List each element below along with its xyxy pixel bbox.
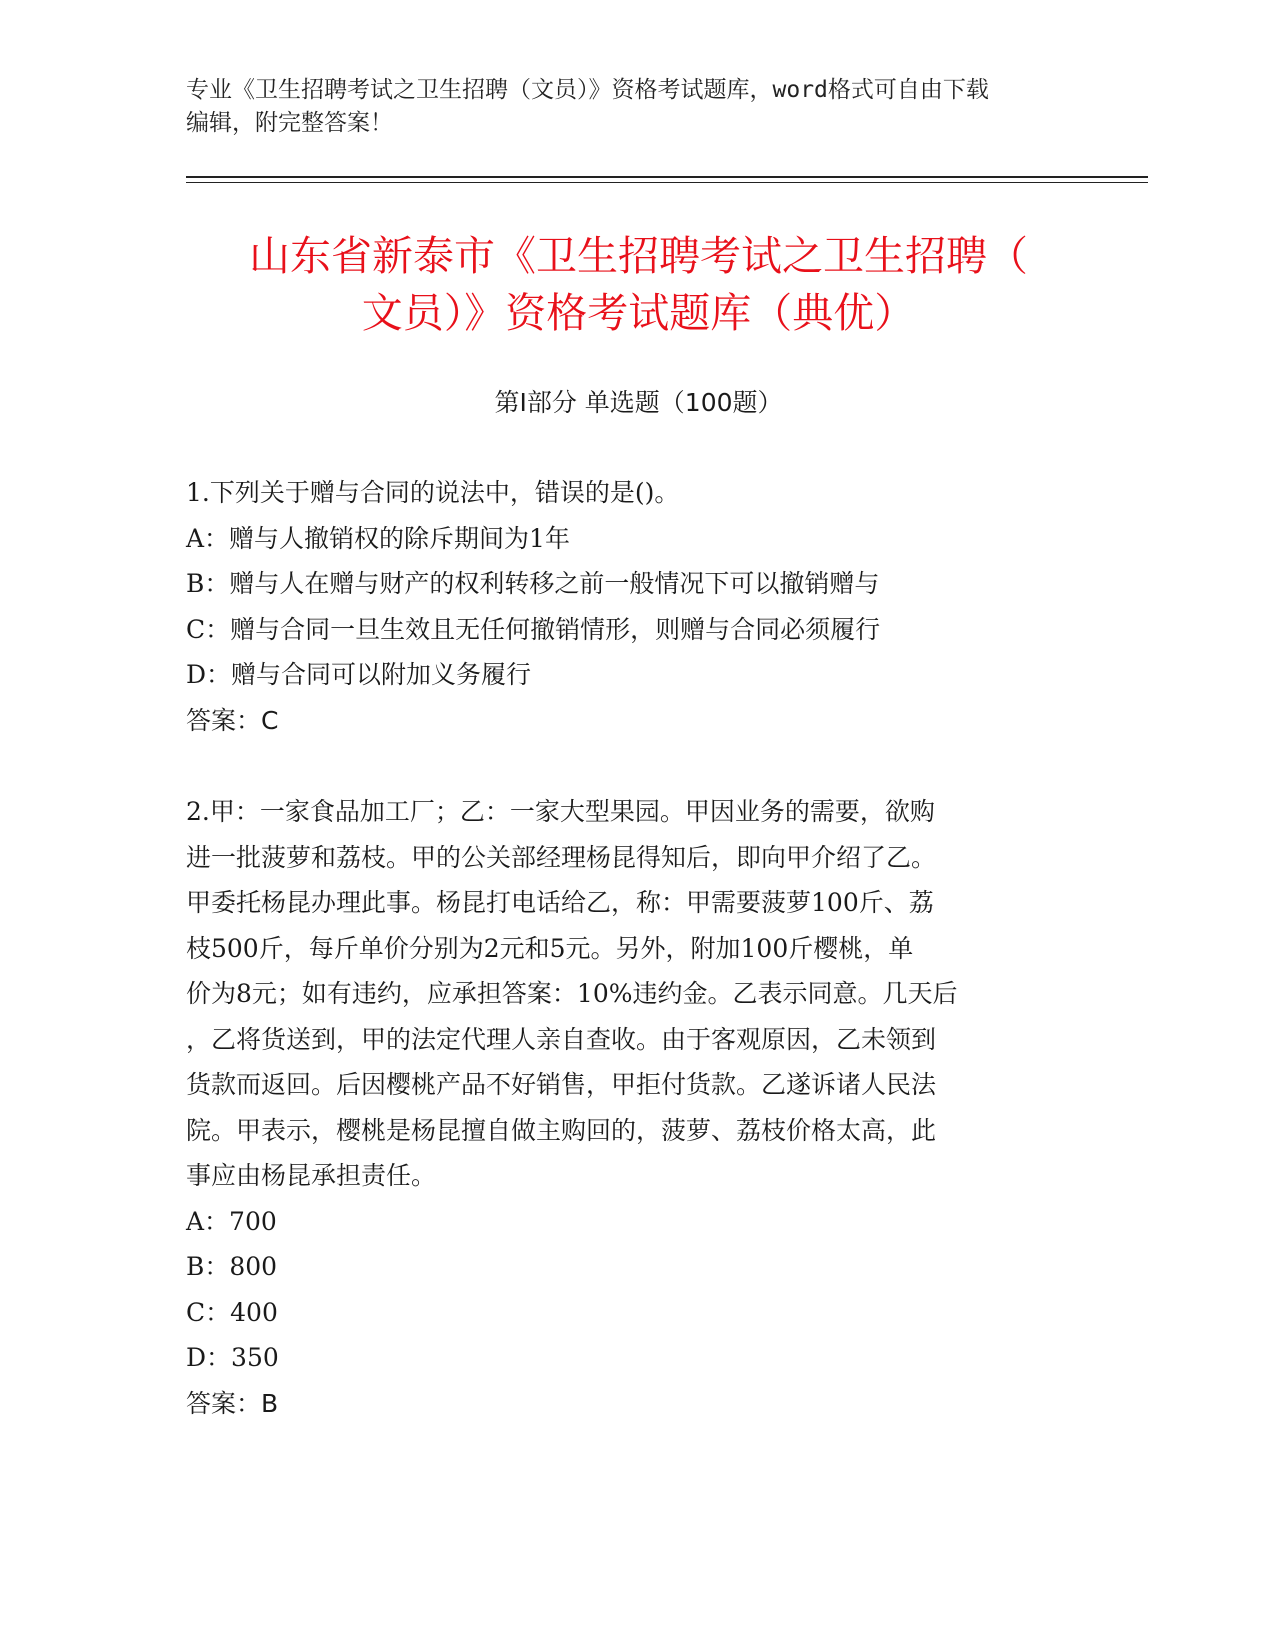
header-note-line-1: 专业《卫生招聘考试之卫生招聘（文员）》资格考试题库，word格式可自由下载: [186, 77, 989, 103]
option-c: C：400: [186, 1297, 278, 1327]
question-2: [186, 789, 1066, 1426]
answer: 答案：B: [186, 1388, 279, 1418]
document-title-line-2: 文员）》资格考试题库（典优）: [361, 289, 916, 337]
option-b: B：赠与人在赠与财产的权利转移之前一般情况下可以撤销赠与: [186, 569, 880, 598]
question-stem-line: 枝500斤，每斤单价分别为2元和5元。另外，附加100斤樱桃，单: [186, 933, 914, 963]
question-1: [186, 470, 1066, 743]
header-rule-thick: [186, 176, 1148, 178]
question-stem-line: 货款而返回。后因樱桃产品不好销售，甲拒付货款。乙遂诉诸人民法: [186, 1070, 937, 1099]
option-c: C：赠与合同一旦生效且无任何撤销情形，则赠与合同必须履行: [186, 614, 881, 644]
header-note-line-2: 编辑，附完整答案！: [186, 110, 393, 136]
header-rule-thin: [186, 182, 1148, 183]
option-a: A：赠与人撤销权的除斥期间为1年: [186, 523, 570, 553]
option-d: D：350: [186, 1343, 279, 1372]
option-a: A：700: [186, 1206, 277, 1236]
question-stem-line: 2.甲：一家食品加工厂；乙：一家大型果园。甲因业务的需要，欲购: [186, 797, 935, 826]
question-stem-line: ，乙将货送到，甲的法定代理人亲自查收。由于客观原因，乙未领到: [186, 1024, 937, 1054]
question-stem-line: 事应由杨昆承担责任。: [186, 1161, 437, 1190]
answer: 答案：C: [186, 705, 279, 735]
question-stem-line: 甲委托杨昆办理此事。杨昆打电话给乙，称：甲需要菠萝100斤、荔: [186, 888, 934, 917]
question-stem-line: 1.下列关于赠与合同的说法中，错误的是()。: [186, 478, 680, 507]
option-b: B：800: [186, 1252, 278, 1281]
header-note: [186, 74, 1066, 140]
option-d: D：赠与合同可以附加义务履行: [186, 660, 532, 689]
question-stem-line: 院。甲表示，樱桃是杨昆擅自做主购回的，菠萝、荔枝价格太高，此: [186, 1115, 937, 1145]
document-title-line-1: 山东省新泰市《卫生招聘考试之卫生招聘（: [249, 232, 1028, 280]
question-stem-line: 价为8元；如有违约，应承担答案：10%违约金。乙表示同意。几天后: [186, 979, 958, 1008]
question-stem-line: 进一批菠萝和荔枝。甲的公关部经理杨昆得知后，即向甲介绍了乙。: [186, 842, 937, 872]
document-title: [186, 228, 1091, 342]
section-heading: 第Ⅰ部分 单选题（100题）: [494, 388, 783, 417]
